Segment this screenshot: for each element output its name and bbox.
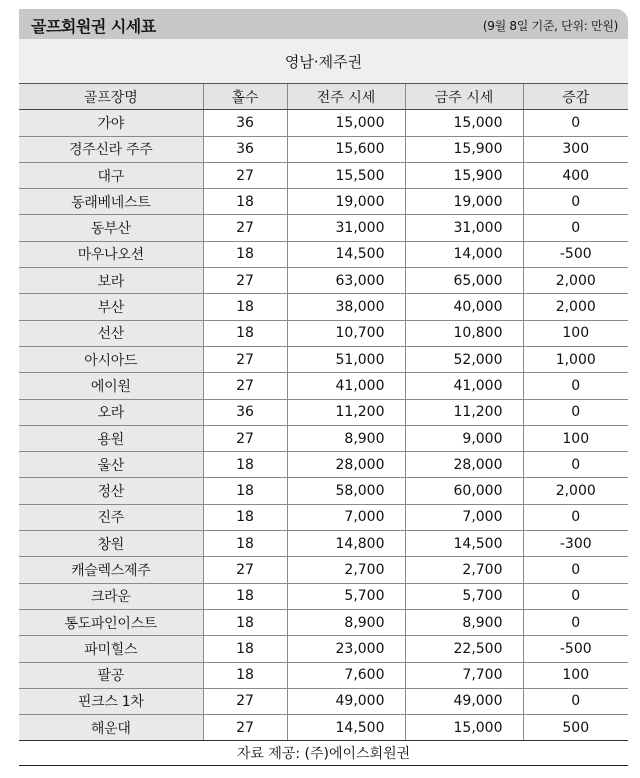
holes-cell: 27 <box>203 688 287 714</box>
change-cell: -500 <box>523 636 628 662</box>
course-name-cell: 대구 <box>19 162 203 188</box>
last-week-price-cell: 7,600 <box>287 662 405 688</box>
last-week-price-cell: 15,000 <box>287 110 405 136</box>
change-cell: 0 <box>523 557 628 583</box>
table-title: 골프회원권 시세표 <box>31 17 156 36</box>
course-name-cell: 진주 <box>19 504 203 530</box>
table-row <box>19 399 628 425</box>
this-week-price-cell: 31,000 <box>405 215 523 241</box>
last-week-price-cell: 49,000 <box>287 688 405 714</box>
holes-cell: 18 <box>203 189 287 215</box>
this-week-price-cell: 10,800 <box>405 320 523 346</box>
holes-cell: 27 <box>203 425 287 451</box>
table-row <box>19 452 628 478</box>
holes-cell: 18 <box>203 478 287 504</box>
change-cell: 100 <box>523 425 628 451</box>
course-name-cell: 용원 <box>19 425 203 451</box>
holes-cell: 18 <box>203 583 287 609</box>
change-cell: 1,000 <box>523 346 628 372</box>
last-week-price-cell: 51,000 <box>287 346 405 372</box>
table-row <box>19 294 628 320</box>
column-header-course: 골프장명 <box>19 84 203 110</box>
column-header-holes: 홀수 <box>203 84 287 110</box>
table-header-bar <box>19 9 628 39</box>
change-cell: 0 <box>523 110 628 136</box>
this-week-price-cell: 60,000 <box>405 478 523 504</box>
this-week-price-cell: 7,700 <box>405 662 523 688</box>
holes-cell: 18 <box>203 636 287 662</box>
last-week-price-cell: 58,000 <box>287 478 405 504</box>
last-week-price-cell: 28,000 <box>287 452 405 478</box>
holes-cell: 36 <box>203 110 287 136</box>
change-cell: -500 <box>523 241 628 267</box>
last-week-price-cell: 31,000 <box>287 215 405 241</box>
holes-cell: 18 <box>203 662 287 688</box>
last-week-price-cell: 38,000 <box>287 294 405 320</box>
course-name-cell: 오라 <box>19 399 203 425</box>
table-row <box>19 110 628 136</box>
change-cell: 300 <box>523 136 628 162</box>
table-row <box>19 425 628 451</box>
holes-cell: 18 <box>203 241 287 267</box>
holes-cell: 27 <box>203 557 287 583</box>
change-cell: 100 <box>523 662 628 688</box>
holes-cell: 27 <box>203 215 287 241</box>
table-row <box>19 531 628 557</box>
change-cell: 2,000 <box>523 268 628 294</box>
change-cell: 100 <box>523 320 628 346</box>
course-name-cell: 창원 <box>19 531 203 557</box>
last-week-price-cell: 14,800 <box>287 531 405 557</box>
last-week-price-cell: 15,500 <box>287 162 405 188</box>
course-name-cell: 팔공 <box>19 662 203 688</box>
price-table <box>19 84 628 741</box>
this-week-price-cell: 9,000 <box>405 425 523 451</box>
holes-cell: 27 <box>203 346 287 372</box>
holes-cell: 18 <box>203 320 287 346</box>
holes-cell: 27 <box>203 715 287 741</box>
this-week-price-cell: 22,500 <box>405 636 523 662</box>
last-week-price-cell: 14,500 <box>287 241 405 267</box>
last-week-price-cell: 14,500 <box>287 715 405 741</box>
table-row <box>19 373 628 399</box>
table-row <box>19 662 628 688</box>
table-row <box>19 688 628 714</box>
course-name-cell: 크라운 <box>19 583 203 609</box>
table-row <box>19 346 628 372</box>
course-name-cell: 에이원 <box>19 373 203 399</box>
this-week-price-cell: 14,500 <box>405 531 523 557</box>
last-week-price-cell: 19,000 <box>287 189 405 215</box>
course-name-cell: 동래베네스트 <box>19 189 203 215</box>
table-row <box>19 241 628 267</box>
last-week-price-cell: 63,000 <box>287 268 405 294</box>
table-row <box>19 136 628 162</box>
last-week-price-cell: 5,700 <box>287 583 405 609</box>
course-name-cell: 해운대 <box>19 715 203 741</box>
source-credit: 자료 제공: (주)에이스회원권 <box>236 746 411 762</box>
table-row <box>19 504 628 530</box>
last-week-price-cell: 7,000 <box>287 504 405 530</box>
course-name-cell: 마우나오션 <box>19 241 203 267</box>
holes-cell: 36 <box>203 136 287 162</box>
course-name-cell: 아시아드 <box>19 346 203 372</box>
this-week-price-cell: 8,900 <box>405 609 523 635</box>
change-cell: 500 <box>523 715 628 741</box>
last-week-price-cell: 15,600 <box>287 136 405 162</box>
this-week-price-cell: 65,000 <box>405 268 523 294</box>
holes-cell: 18 <box>203 531 287 557</box>
column-header-row <box>19 84 628 110</box>
table-row <box>19 320 628 346</box>
course-name-cell: 선산 <box>19 320 203 346</box>
this-week-price-cell: 15,900 <box>405 162 523 188</box>
table-row <box>19 189 628 215</box>
last-week-price-cell: 8,900 <box>287 609 405 635</box>
this-week-price-cell: 11,200 <box>405 399 523 425</box>
this-week-price-cell: 19,000 <box>405 189 523 215</box>
this-week-price-cell: 2,700 <box>405 557 523 583</box>
this-week-price-cell: 15,000 <box>405 110 523 136</box>
region-title: 영남·제주권 <box>284 53 363 71</box>
table-row <box>19 583 628 609</box>
table-row <box>19 215 628 241</box>
course-name-cell: 동부산 <box>19 215 203 241</box>
this-week-price-cell: 15,000 <box>405 715 523 741</box>
last-week-price-cell: 11,200 <box>287 399 405 425</box>
change-cell: 2,000 <box>523 294 628 320</box>
change-cell: 2,000 <box>523 478 628 504</box>
table-row <box>19 609 628 635</box>
this-week-price-cell: 40,000 <box>405 294 523 320</box>
course-name-cell: 통도파인이스트 <box>19 609 203 635</box>
holes-cell: 18 <box>203 504 287 530</box>
this-week-price-cell: 7,000 <box>405 504 523 530</box>
table-row <box>19 636 628 662</box>
change-cell: 0 <box>523 583 628 609</box>
this-week-price-cell: 14,000 <box>405 241 523 267</box>
course-name-cell: 울산 <box>19 452 203 478</box>
last-week-price-cell: 41,000 <box>287 373 405 399</box>
last-week-price-cell: 8,900 <box>287 425 405 451</box>
date-unit-note: (9월 8일 기준, 단위: 만원) <box>482 19 618 33</box>
this-week-price-cell: 28,000 <box>405 452 523 478</box>
last-week-price-cell: 23,000 <box>287 636 405 662</box>
change-cell: 0 <box>523 504 628 530</box>
change-cell: 0 <box>523 373 628 399</box>
last-week-price-cell: 10,700 <box>287 320 405 346</box>
holes-cell: 18 <box>203 609 287 635</box>
last-week-price-cell: 2,700 <box>287 557 405 583</box>
course-name-cell: 가야 <box>19 110 203 136</box>
course-name-cell: 부산 <box>19 294 203 320</box>
table-row <box>19 478 628 504</box>
this-week-price-cell: 41,000 <box>405 373 523 399</box>
change-cell: 0 <box>523 189 628 215</box>
change-cell: 0 <box>523 399 628 425</box>
holes-cell: 18 <box>203 294 287 320</box>
course-name-cell: 보라 <box>19 268 203 294</box>
course-name-cell: 정산 <box>19 478 203 504</box>
this-week-price-cell: 49,000 <box>405 688 523 714</box>
holes-cell: 18 <box>203 452 287 478</box>
table-row <box>19 162 628 188</box>
column-header-change: 증감 <box>523 84 628 110</box>
course-name-cell: 경주신라 주주 <box>19 136 203 162</box>
holes-cell: 27 <box>203 162 287 188</box>
change-cell: 0 <box>523 452 628 478</box>
course-name-cell: 캐슬렉스제주 <box>19 557 203 583</box>
this-week-price-cell: 52,000 <box>405 346 523 372</box>
change-cell: 0 <box>523 609 628 635</box>
this-week-price-cell: 15,900 <box>405 136 523 162</box>
table-row <box>19 557 628 583</box>
holes-cell: 27 <box>203 268 287 294</box>
column-header-last-week: 전주 시세 <box>287 84 405 110</box>
holes-cell: 36 <box>203 399 287 425</box>
course-name-cell: 파미힐스 <box>19 636 203 662</box>
holes-cell: 27 <box>203 373 287 399</box>
change-cell: 0 <box>523 215 628 241</box>
change-cell: -300 <box>523 531 628 557</box>
region-title-bar <box>19 39 628 84</box>
change-cell: 400 <box>523 162 628 188</box>
column-header-this-week: 금주 시세 <box>405 84 523 110</box>
change-cell: 0 <box>523 688 628 714</box>
table-row <box>19 268 628 294</box>
this-week-price-cell: 5,700 <box>405 583 523 609</box>
course-name-cell: 핀크스 1차 <box>19 688 203 714</box>
source-footer <box>19 737 628 766</box>
